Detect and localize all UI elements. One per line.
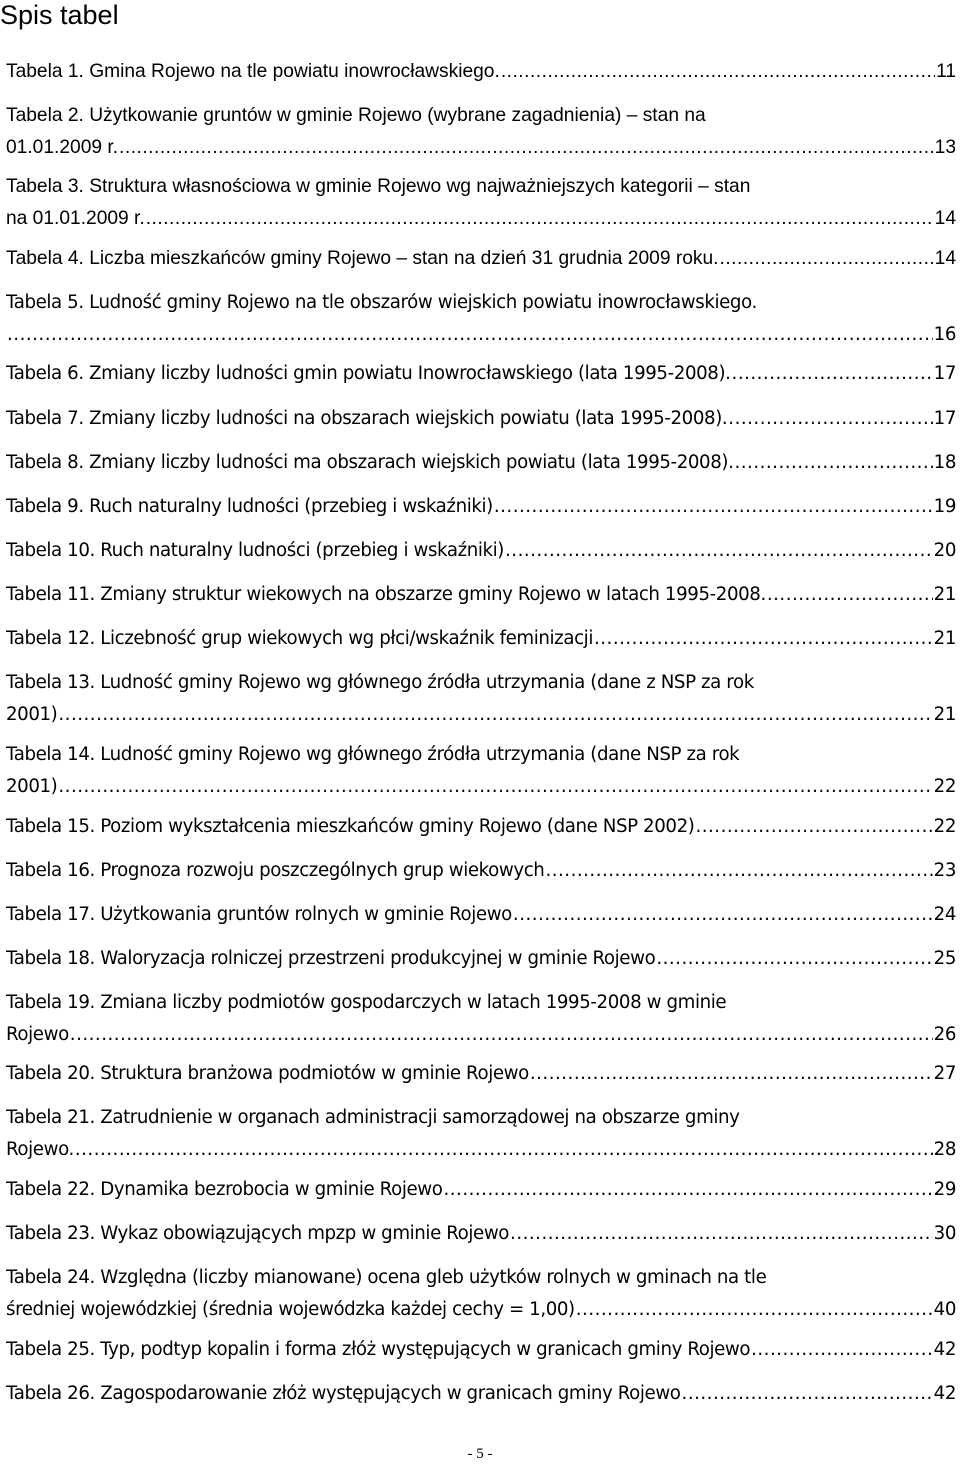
toc-entry[interactable] [6, 1334, 956, 1366]
toc-entry[interactable] [6, 243, 956, 275]
toc-entry-line [6, 491, 956, 523]
toc-entry-text: Tabela 15. Poziom wykształcenia mieszkańców gminy Rojewo (dane NSP 2002) [6, 816, 695, 837]
toc-entry[interactable] [6, 358, 956, 390]
toc-entry-line [6, 1134, 956, 1166]
toc-entry-text: Tabela 6. Zmiany liczby ludności gmin powiatu Inowrocławskiego (lata 1995-2008). [6, 363, 731, 384]
toc-page-number: 40 [933, 1299, 956, 1320]
toc-entry-text: Tabela 7. Zmiany liczby ludności na obszarach wiejskich powiatu (lata 1995-2008). [6, 408, 728, 429]
toc-entry[interactable] [6, 56, 956, 88]
toc-entry-text: Tabela 11. Zmiany struktur wiekowych na obszarze gminy Rojewo w latach 1995-2008. [6, 584, 766, 605]
toc-entry-text: Tabela 13. Ludność gminy Rojewo wg głównego źródła utrzymania (dane z NSP za rok [6, 672, 754, 693]
toc-entry[interactable] [6, 1174, 956, 1206]
toc-entry-line [6, 56, 956, 88]
toc-entry-line [6, 447, 956, 479]
dot-leader [7, 319, 933, 351]
toc-entry-line [6, 535, 956, 567]
toc-page-number: 22 [933, 816, 956, 837]
dot-leader [501, 56, 935, 88]
toc-entry-line [6, 771, 956, 803]
toc-entry[interactable] [6, 287, 956, 351]
toc-entry-line [6, 203, 956, 235]
toc-page-number: 21 [933, 584, 956, 605]
toc-page-number: 19 [933, 496, 956, 517]
toc-entry-line [6, 1102, 956, 1134]
toc-entry-line [6, 1334, 956, 1366]
toc-entry-text: Tabela 2. Użytkowanie gruntów w gminie Rojewo (wybrane zagadnienia) – stan na [6, 105, 706, 126]
toc-entry-text: Tabela 22. Dynamika bezrobocia w gminie Rojewo [6, 1179, 443, 1200]
toc-entry-text: Tabela 3. Struktura własnościowa w gminie Rojewo wg najważniejszych kategorii – stan [6, 176, 751, 197]
toc-entry-text: 01.01.2009 r. [6, 137, 119, 158]
dot-leader [767, 579, 933, 611]
toc-page-number: 23 [933, 860, 956, 881]
toc-entry-line [6, 100, 956, 132]
toc-entry-line [6, 1174, 956, 1206]
toc-entry-text: Tabela 9. Ruch naturalny ludności (przebieg i wskaźniki) [6, 496, 493, 517]
toc-page-number: 28 [933, 1139, 956, 1160]
dot-leader [75, 1134, 933, 1166]
toc-entry[interactable] [6, 491, 956, 523]
toc-entry[interactable] [6, 535, 956, 567]
toc-entry-text: Tabela 18. Waloryzacja rolniczej przestrzeni produkcyjnej w gminie Rojewo [6, 948, 656, 969]
toc-entry[interactable] [6, 943, 956, 975]
toc-entry-text: 2001) [6, 776, 58, 797]
toc-page-number: 11 [936, 61, 956, 82]
toc-page-number: 21 [933, 628, 956, 649]
toc-entry-text: Tabela 23. Wykaz obowiązujących mpzp w gminie Rojewo [6, 1223, 510, 1244]
toc-entry-text: na 01.01.2009 r. [6, 208, 145, 229]
toc-page-number: 16 [933, 324, 956, 345]
dot-leader [513, 899, 933, 931]
toc-page-number: 26 [933, 1024, 956, 1045]
toc-entry-text: Tabela 24. Względna (liczby mianowane) ocena gleb użytków rolnych w gminach na tle [6, 1267, 767, 1288]
toc-entry[interactable] [6, 579, 956, 611]
toc-page-number: 17 [933, 363, 956, 384]
toc-page-number: 24 [933, 904, 956, 925]
toc-entry[interactable] [6, 1262, 956, 1326]
toc-entry-text: 2001) [6, 704, 58, 725]
toc-entry-text: Tabela 20. Struktura branżowa podmiotów w gminie Rojewo [6, 1063, 529, 1084]
toc-entry-line [6, 1378, 956, 1410]
toc-page-number: 42 [933, 1339, 956, 1360]
dot-leader [146, 203, 934, 235]
toc-page-number: 17 [933, 408, 956, 429]
toc-entry[interactable] [6, 403, 956, 435]
toc-entry[interactable] [6, 855, 956, 887]
dot-leader [545, 855, 932, 887]
toc-entry[interactable] [6, 1218, 956, 1250]
toc-entry-line [6, 319, 956, 351]
toc-entry-text: Tabela 10. Ruch naturalny ludności (przebieg i wskaźniki) [6, 540, 505, 561]
toc-entry-line [6, 243, 956, 275]
toc-entry-line [6, 667, 956, 699]
toc-entry-text: Tabela 5. Ludność gminy Rojewo na tle obszarów wiejskich powiatu inowrocławskiego. [6, 292, 757, 313]
toc-entry[interactable] [6, 623, 956, 655]
toc-entry-text: Tabela 21. Zatrudnienie w organach administracji samorządowej na obszarze gminy [6, 1107, 740, 1128]
toc-entry-line [6, 1294, 956, 1326]
toc-entry[interactable] [6, 1102, 956, 1166]
toc-entry-line [6, 1019, 956, 1051]
toc-entry-line [6, 1218, 956, 1250]
toc-page-number: 18 [933, 452, 956, 473]
toc-entry-text: Tabela 1. Gmina Rojewo na tle powiatu inowrocławskiego. [6, 61, 500, 82]
dot-leader [728, 403, 932, 435]
dot-leader [594, 623, 933, 655]
dot-leader [720, 243, 934, 275]
toc-entry-line [6, 739, 956, 771]
toc-entry[interactable] [6, 899, 956, 931]
toc-entry-line [6, 855, 956, 887]
toc-entry[interactable] [6, 1378, 956, 1410]
toc-entry[interactable] [6, 811, 956, 843]
toc-entry-line [6, 943, 956, 975]
toc-entry[interactable] [6, 171, 956, 235]
dot-leader [732, 358, 933, 390]
toc-page-number: 13 [934, 137, 956, 158]
toc-page-number: 30 [933, 1223, 956, 1244]
toc-entry-text: Tabela 12. Liczebność grup wiekowych wg płci/wskaźnik feminizacji [6, 628, 593, 649]
toc-entry-text: Tabela 26. Zagospodarowanie złóż występujących w granicach gminy Rojewo [6, 1383, 681, 1404]
toc-entry-line [6, 623, 956, 655]
toc-entry-line [6, 287, 956, 319]
toc-entry-text: Tabela 14. Ludność gminy Rojewo wg głównego źródła utrzymania (dane NSP za rok [6, 744, 740, 765]
toc-entry-text: średniej wojewódzkiej (średnia wojewódzka każdej cechy = 1,00) [6, 1299, 575, 1320]
toc-entry[interactable] [6, 667, 956, 731]
toc-entry[interactable] [6, 987, 956, 1051]
dot-leader [510, 1218, 933, 1250]
dot-leader [682, 1378, 933, 1410]
toc-entry-line [6, 899, 956, 931]
toc-entry-text: Tabela 8. Zmiany liczby ludności ma obszarach wiejskich powiatu (lata 1995-2008). [6, 452, 734, 473]
toc-entry[interactable] [6, 1058, 956, 1090]
dot-leader [576, 1294, 933, 1326]
toc-entry-line [6, 403, 956, 435]
toc-entry-text: Tabela 4. Liczba mieszkańców gminy Rojewo – stan na dzień 31 grudnia 2009 roku. [6, 248, 719, 269]
dot-leader [695, 811, 932, 843]
toc-entry-text: Tabela 16. Prognoza rozwoju poszczególnych grup wiekowych [6, 860, 545, 881]
dot-leader [70, 1019, 933, 1051]
dot-leader [751, 1334, 933, 1366]
toc-entry-line [6, 358, 956, 390]
toc-entry[interactable] [6, 739, 956, 803]
toc-entry-line [6, 1058, 956, 1090]
toc-page-number: 27 [933, 1063, 956, 1084]
toc-entry-line [6, 699, 956, 731]
dot-leader [119, 132, 934, 164]
toc-page-number: 25 [933, 948, 956, 969]
toc-entry-text: Rojewo [6, 1024, 69, 1045]
dot-leader [530, 1058, 933, 1090]
dot-leader [58, 771, 932, 803]
dot-leader [656, 943, 932, 975]
toc-entry[interactable] [6, 100, 956, 164]
dot-leader [58, 699, 932, 731]
toc-page-number: 20 [933, 540, 956, 561]
toc-entry-text: Rojewo. [6, 1139, 74, 1160]
toc-entry-line [6, 171, 956, 203]
toc-page-number: 29 [933, 1179, 956, 1200]
toc-entry-text: Tabela 25. Typ, podtyp kopalin i forma złóż występujących w granicach gminy Rojewo [6, 1339, 751, 1360]
dot-leader [734, 447, 932, 479]
page-title: Spis tabel [0, 0, 119, 30]
toc-entry-line [6, 579, 956, 611]
dot-leader [505, 535, 933, 567]
toc-entry-text: Tabela 19. Zmiana liczby podmiotów gospodarczych w latach 1995-2008 w gminie [6, 992, 727, 1013]
page-number-footer: - 5 - [467, 1446, 493, 1462]
toc-page-number: 42 [933, 1383, 956, 1404]
toc-entry-text: Tabela 17. Użytkowania gruntów rolnych w gminie Rojewo [6, 904, 512, 925]
toc-entry[interactable] [6, 447, 956, 479]
toc-page-number: 21 [933, 704, 956, 725]
toc-page-number: 14 [934, 208, 956, 229]
toc-entry-line [6, 1262, 956, 1294]
toc-page-number: 22 [933, 776, 956, 797]
toc-page-number: 14 [934, 248, 956, 269]
toc-entry-line [6, 132, 956, 164]
dot-leader [494, 491, 933, 523]
toc-entry-line [6, 987, 956, 1019]
toc-entry-line [6, 811, 956, 843]
dot-leader [443, 1174, 932, 1206]
